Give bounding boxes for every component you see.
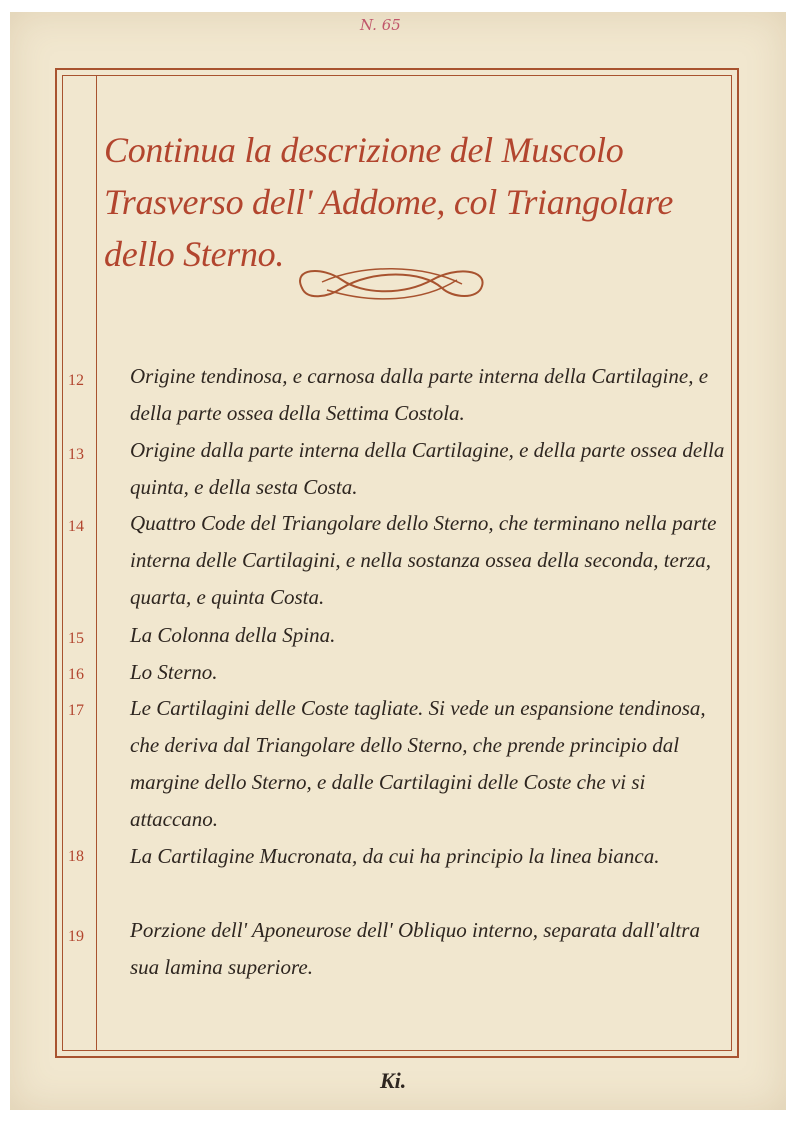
entry-number: 13 bbox=[68, 446, 84, 463]
folio-mark: N. 65 bbox=[360, 16, 401, 34]
entry-text: Porzione dell' Aponeurose dell' Obliquo interno, separata dall'altra sua lamina superiore. bbox=[130, 918, 700, 979]
entry-text: Le Cartilagini delle Coste tagliate. Si vede un espansione tendinosa, che deriva dal Triangolare dello Sterno, che prende principio dal margine dello Sterno, e dalle Cartilagini delle Coste che vi si attaccano. bbox=[130, 696, 706, 831]
entry-number: 18 bbox=[68, 848, 84, 865]
entry-number: 12 bbox=[68, 372, 84, 389]
entry-number: 16 bbox=[68, 666, 84, 683]
page-signature-mark: Ki. bbox=[380, 1068, 407, 1093]
entry-number: 14 bbox=[68, 518, 84, 535]
entry-number: 17 bbox=[68, 702, 84, 719]
entry-number: 15 bbox=[68, 630, 84, 647]
entry-text: La Colonna della Spina. bbox=[130, 623, 336, 647]
entry-text: La Cartilagine Mucronata, da cui ha principio la linea bianca. bbox=[130, 844, 660, 868]
entry-text: Quattro Code del Triangolare dello Sterno, che terminano nella parte interna delle Cartilagini, e nella sostanza ossea della seconda, terza, quarta, e quinta Costa. bbox=[130, 511, 717, 609]
entry-number: 19 bbox=[68, 928, 84, 945]
entry-text: Lo Sterno. bbox=[130, 660, 218, 684]
entry-text: Origine tendinosa, e carnosa dalla parte interna della Cartilagine, e della parte ossea della Settima Costola. bbox=[130, 364, 709, 425]
ornamental-flourish bbox=[282, 258, 502, 308]
entry-text: Origine dalla parte interna della Cartilagine, e della parte ossea della quinta, e della sesta Costa. bbox=[130, 438, 725, 499]
page-title: Continua la descrizione del Muscolo Trasverso dell' Addome, col Triangolare dello Sterno. bbox=[104, 130, 674, 274]
margin-rule bbox=[96, 76, 97, 1050]
